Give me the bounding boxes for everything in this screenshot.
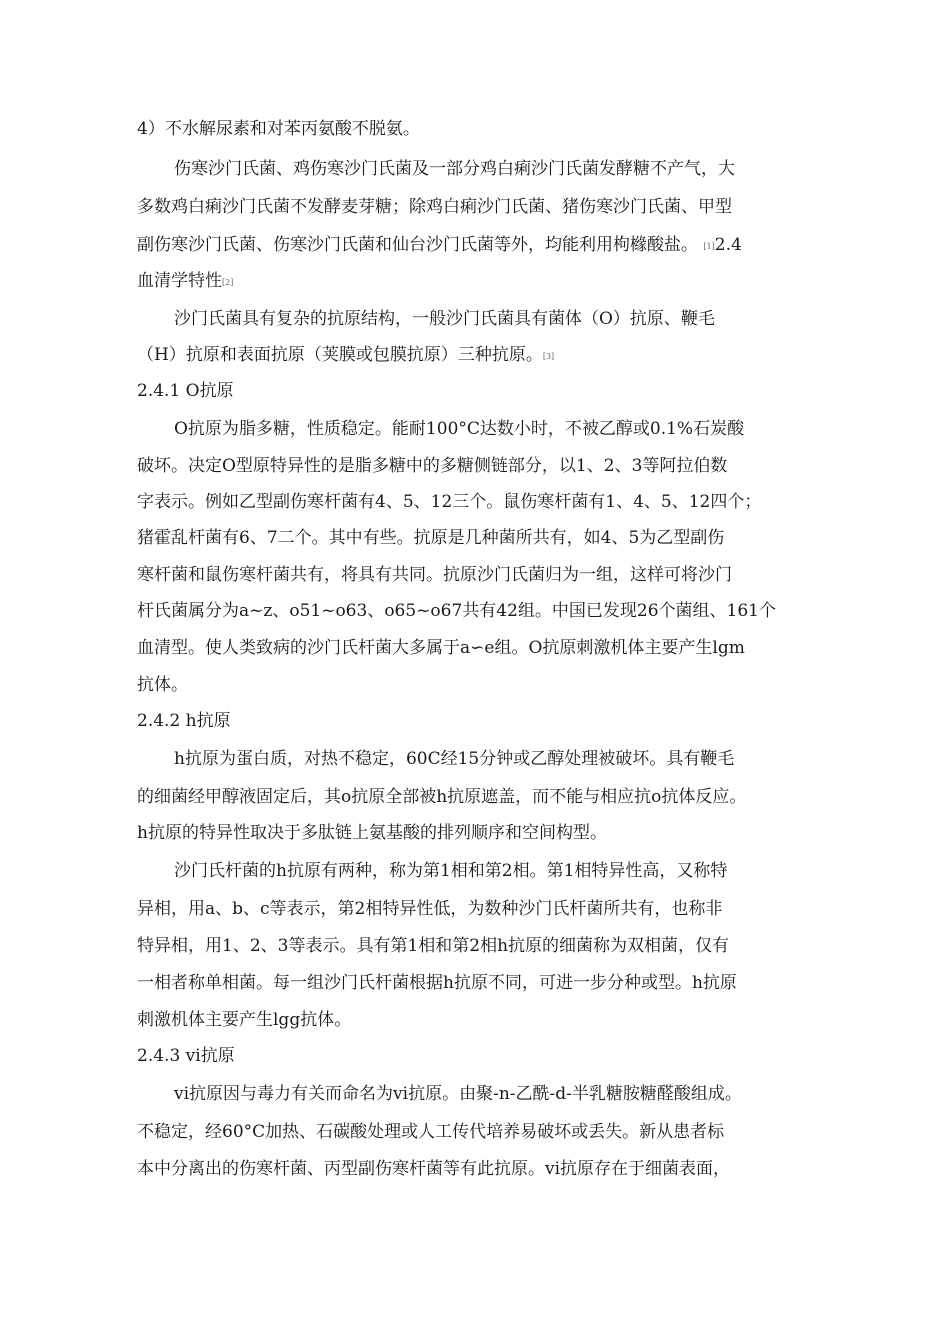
line-text: 副伤寒沙门氏菌、伤寒沙门氏菌和仙台沙门氏菌等外，均能利用枸橼酸盐。	[137, 235, 698, 255]
paragraph-line: 异相，用a、b、c等表示，第2相特异性低，为数种沙门氏杆菌所共有，也称非	[137, 899, 723, 919]
paragraph-line	[137, 344, 554, 368]
paragraph-line: 抗体。	[137, 675, 188, 695]
paragraph-line: 沙门氏菌具有复杂的抗原结构，一般沙门氏菌具有菌体（O）抗原、鞭毛	[174, 309, 715, 329]
paragraph-line: 多数鸡白痢沙门氏菌不发酵麦芽糖；除鸡白痢沙门氏菌、猪伤寒沙门氏菌、甲型	[137, 197, 732, 217]
paragraph-line: 杆氏菌属分为a~z、o51~o63、o65~o67共有42组。中国已发现26个菌组、161个	[137, 601, 777, 621]
paragraph-line: 的细菌经甲醇液固定后，其o抗原全部被h抗原遮盖，而不能与相应抗o抗体反应。	[137, 787, 747, 807]
text-line: 4）不水解尿素和对苯丙氨酸不脱氨。	[137, 119, 420, 139]
heading-text: 血清学特性	[137, 271, 222, 291]
paragraph-line: h抗原为蛋白质，对热不稳定，60C经15分钟或乙醇处理被破坏。具有鞭毛	[174, 749, 735, 769]
paragraph-line: O抗原为脂多糖，性质稳定。能耐100°C达数小时，不被乙醇或0.1%石炭酸	[174, 419, 745, 439]
citation-ref: [3]	[542, 352, 555, 361]
paragraph-line: 猪霍乱杆菌有6、7二个。其中有些。抗原是几种菌所共有，如4、5为乙型副伤	[137, 528, 725, 548]
paragraph-line	[137, 234, 742, 258]
paragraph-line: 特异相，用1、2、3等表示。具有第1相和第2相h抗原的细菌称为双相菌，仅有	[137, 936, 730, 956]
line-text: （H）抗原和表面抗原（荚膜或包膜抗原）三种抗原。	[137, 345, 543, 365]
paragraph-line: 沙门氏杆菌的h抗原有两种，称为第1相和第2相。第1相特异性高，又称特	[174, 861, 728, 881]
paragraph-line: 字表示。例如乙型副伤寒杆菌有4、5、12三个。鼠伤寒杆菌有1、4、5、12四个；	[137, 492, 762, 512]
citation-ref: [2]	[222, 278, 234, 287]
subsection-heading: 2.4.2 h抗原	[137, 711, 231, 731]
section-number: 2.4	[714, 235, 742, 255]
section-heading	[137, 270, 233, 294]
paragraph-line: vi抗原因与毒力有关而命名为vi抗原。由聚-n-乙酰-d-半乳糖胺糖醛酸组成。	[174, 1084, 742, 1104]
paragraph-line: 破坏。决定O型原特异性的是脂多糖中的多糖侧链部分，以1、2、3等阿拉伯数	[137, 456, 728, 476]
subsection-heading: 2.4.1 O抗原	[137, 381, 234, 401]
paragraph-line: 刺激机体主要产生lgg抗体。	[137, 1010, 352, 1030]
paragraph-line: 血清型。使人类致病的沙门氏杆菌大多属于a∽e组。O抗原刺激机体主要产生lgm	[137, 638, 745, 658]
paragraph-line: 一相者称单相菌。每一组沙门氏杆菌根据h抗原不同，可进一步分种或型。h抗原	[137, 973, 737, 993]
paragraph-line: 不稳定，经60°C加热、石碳酸处理或人工传代培养易破坏或丢失。新从患者标	[137, 1122, 725, 1142]
paragraph-line: 伤寒沙门氏菌、鸡伤寒沙门氏菌及一部分鸡白痢沙门氏菌发酵糖不产气，大	[174, 159, 735, 179]
paragraph-line: 寒杆菌和鼠伤寒杆菌共有，将具有共同。抗原沙门氏菌归为一组，这样可将沙门	[137, 565, 732, 585]
subsection-heading: 2.4.3 vi抗原	[137, 1046, 235, 1066]
paragraph-line: 本中分离出的伤寒杆菌、丙型副伤寒杆菌等有此抗原。vi抗原存在于细菌表面，	[137, 1159, 731, 1179]
citation-ref: [1]	[703, 242, 715, 251]
paragraph-line: h抗原的特异性取决于多肽链上氨基酸的排列顺序和空间构型。	[137, 823, 607, 843]
